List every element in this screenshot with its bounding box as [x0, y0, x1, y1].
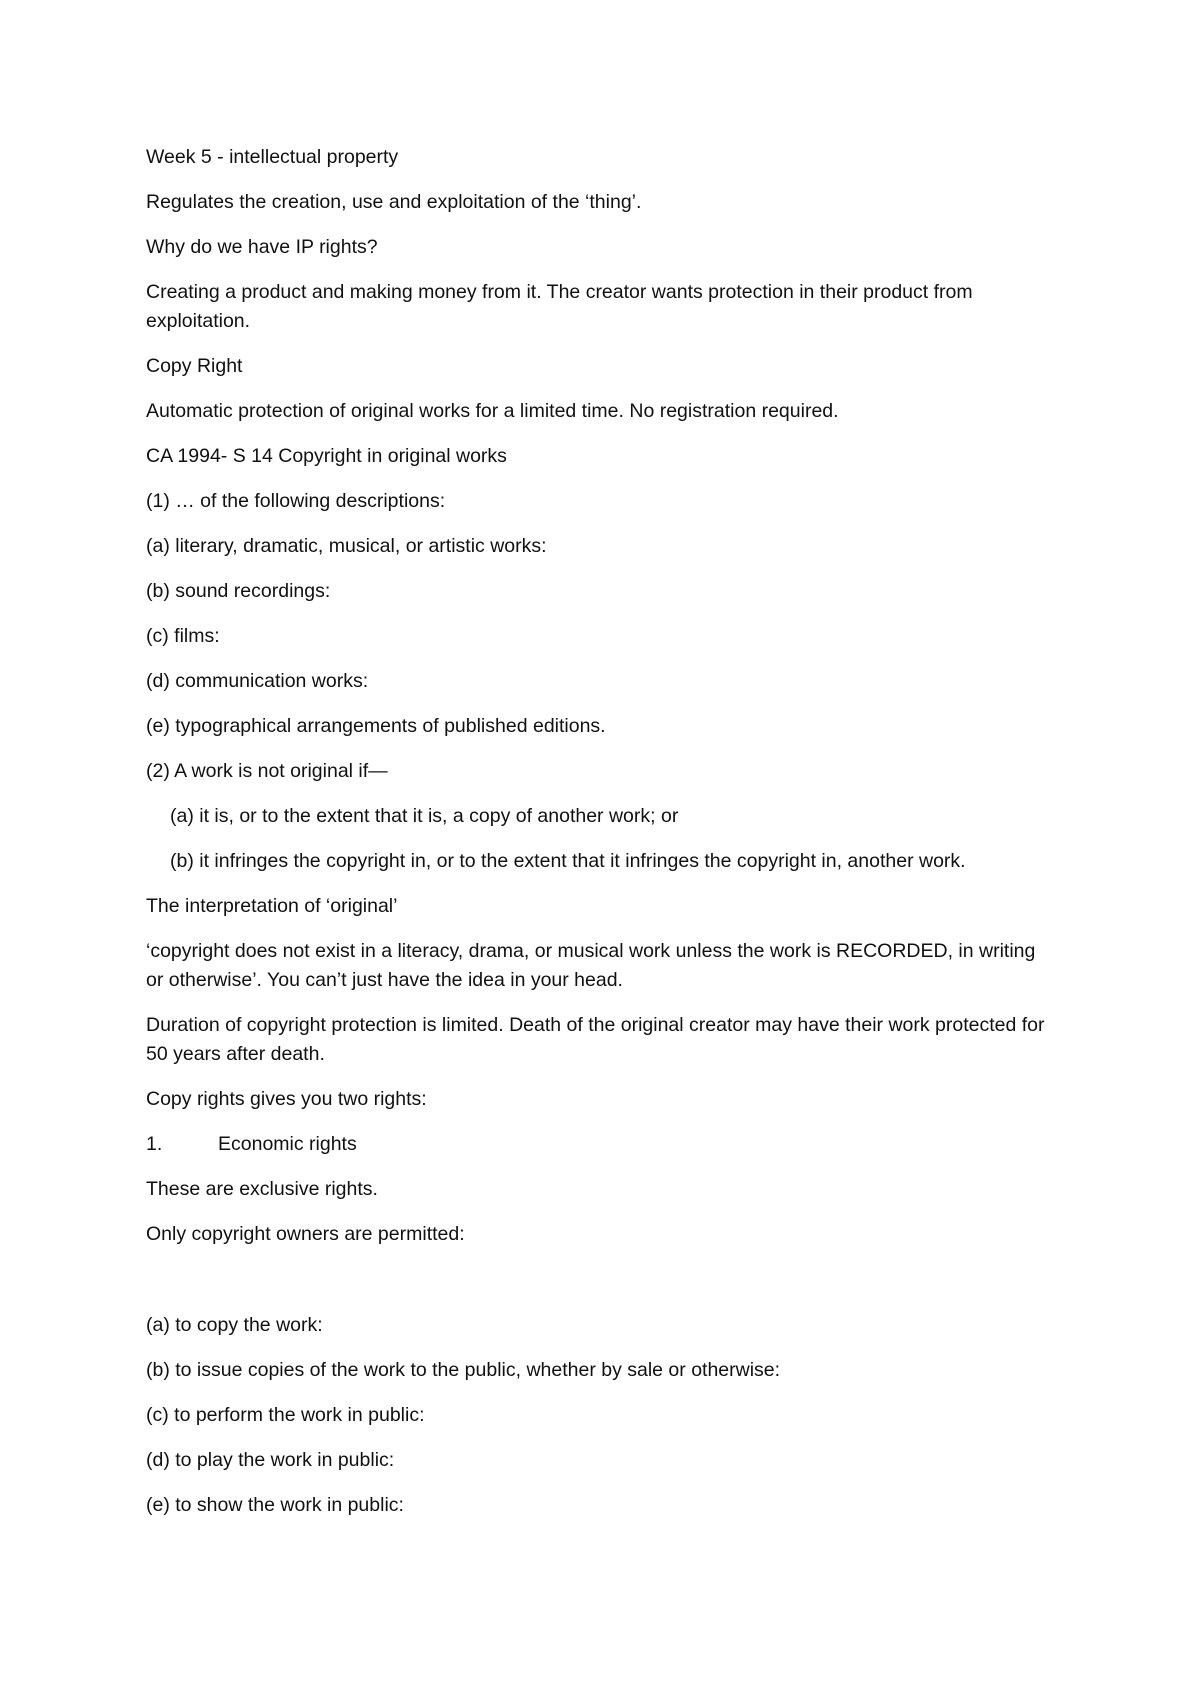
heading-copy-right: Copy Right — [146, 355, 243, 377]
list-item-b-issue-copies: (b) to issue copies of the work to the public, whether by sale or otherwise: — [146, 1359, 781, 1381]
paragraph-ca-1994: CA 1994- S 14 Copyright in original works — [146, 445, 507, 467]
list-item-b-sound: (b) sound recordings: — [146, 580, 331, 602]
paragraph-interpretation: The interpretation of ‘original’ — [146, 895, 398, 917]
numbered-item-text: Economic rights — [218, 1133, 357, 1155]
paragraph-duration: Duration of copyright protection is limited. Death of the original creator may have their work protected for 50 years after death. — [146, 1014, 1045, 1065]
list-item-c-films: (c) films: — [146, 625, 220, 647]
list-item-a-literary: (a) literary, dramatic, musical, or artistic works: — [146, 535, 547, 557]
paragraph-automatic-protection: Automatic protection of original works for a limited time. No registration required. — [146, 400, 839, 422]
sublist-item-a-copy: (a) it is, or to the extent that it is, a copy of another work; or — [170, 805, 679, 827]
list-item-d-play: (d) to play the work in public: — [146, 1449, 395, 1471]
list-item-e-show: (e) to show the work in public: — [146, 1494, 404, 1516]
sublist-item-b-infringes: (b) it infringes the copyright in, or to the extent that it infringes the copyright in, another work. — [170, 850, 966, 872]
document-title: Week 5 - intellectual property — [146, 146, 399, 168]
list-item-2-not-original: (2) A work is not original if— — [146, 760, 388, 782]
paragraph-recorded: ‘copyright does not exist in a literacy, drama, or musical work unless the work is RECORDED, in writing or otherwise’. You can’t just have the idea in your head. — [146, 940, 1036, 991]
list-item-c-perform: (c) to perform the work in public: — [146, 1404, 425, 1426]
list-item-d-communication: (d) communication works: — [146, 670, 369, 692]
paragraph-regulates: Regulates the creation, use and exploitation of the ‘thing’. — [146, 191, 642, 213]
list-item-a-copy-work: (a) to copy the work: — [146, 1314, 323, 1336]
paragraph-only-owners: Only copyright owners are permitted: — [146, 1223, 465, 1245]
numbered-item-economic-rights — [146, 1130, 1046, 1159]
paragraph-two-rights: Copy rights gives you two rights: — [146, 1088, 427, 1110]
paragraph-creating-product: Creating a product and making money from it. The creator wants protection in their product from exploitation. — [146, 281, 973, 332]
numbered-item-number: 1. — [146, 1133, 163, 1155]
list-item-e-typographical: (e) typographical arrangements of published editions. — [146, 715, 606, 737]
paragraph-exclusive-rights: These are exclusive rights. — [146, 1178, 378, 1200]
paragraph-why-ip: Why do we have IP rights? — [146, 236, 378, 258]
document-body — [146, 143, 1046, 1520]
list-item-1: (1) … of the following descriptions: — [146, 490, 446, 512]
